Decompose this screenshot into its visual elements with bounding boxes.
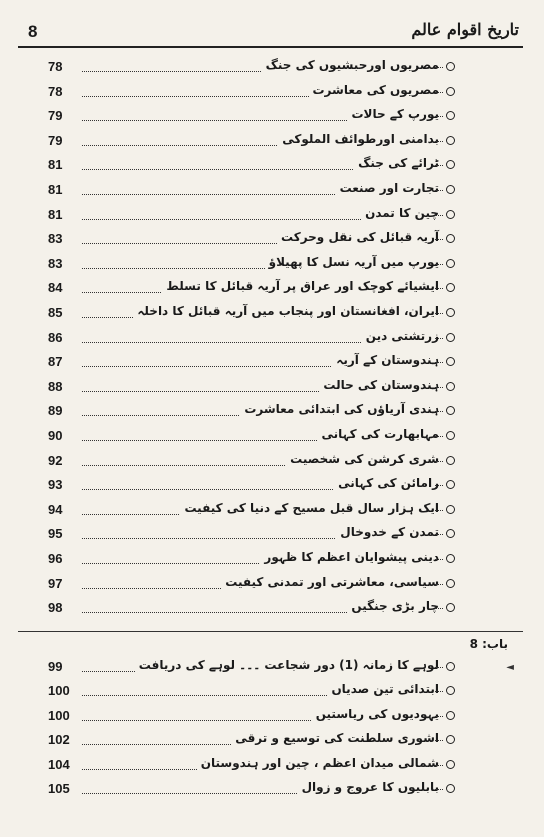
toc-entry (18, 525, 523, 545)
toc-page-number: 93 (48, 477, 63, 493)
circle-bullet-icon (446, 456, 455, 465)
toc-page-number: 100 (48, 683, 70, 699)
toc-entry (18, 58, 523, 78)
circle-bullet-icon (446, 735, 455, 744)
circle-bullet-icon (446, 579, 455, 588)
toc-entry-title: مصریوں کی معاشرت (309, 83, 440, 97)
header-rule (18, 46, 523, 48)
toc-page-number: 105 (48, 781, 70, 796)
page-header (18, 20, 523, 44)
bullet-leader (435, 608, 443, 609)
toc-entry-title: یورپ کے حالات (347, 107, 439, 121)
circle-bullet-icon (446, 431, 455, 440)
toc-entry-title: زرتشتی دین (362, 329, 439, 343)
toc-entry-title: ایشیائے کوچک اور عراق پر آریہ قبائل کا تسلط (162, 279, 439, 293)
chapter-divider (18, 631, 523, 632)
circle-bullet-icon (446, 554, 455, 563)
bullet-leader (435, 534, 443, 535)
bullet-leader (435, 264, 443, 265)
circle-bullet-icon (446, 480, 455, 489)
circle-bullet-icon (446, 259, 455, 268)
circle-bullet-icon (446, 136, 455, 145)
circle-bullet-icon (446, 160, 455, 169)
toc-page-number: 104 (48, 756, 70, 772)
circle-bullet-icon (446, 603, 455, 612)
bullet-leader (435, 716, 443, 717)
circle-bullet-icon (446, 406, 455, 415)
dot-leader (82, 120, 391, 121)
circle-bullet-icon (446, 529, 455, 538)
bullet-leader (435, 288, 443, 289)
toc-page-number: 79 (48, 108, 63, 124)
chapter-heading: باب: 8 (469, 637, 508, 651)
circle-bullet-icon (446, 210, 455, 219)
bullet-leader (435, 559, 443, 560)
circle-bullet-icon (446, 62, 455, 71)
toc-entry (18, 107, 523, 127)
toc-entry (18, 378, 523, 398)
toc-page-number: 94 (48, 501, 63, 517)
toc-page-number: 78 (48, 59, 63, 74)
circle-bullet-icon (446, 283, 455, 292)
toc-page-number: 83 (48, 231, 63, 247)
dot-leader (82, 342, 391, 343)
toc-page-number: 99 (48, 659, 63, 674)
bullet-leader (435, 510, 443, 511)
toc-entry-title: بدامنی اورطوائف الملوکی (278, 132, 439, 146)
toc-page-number: 85 (48, 305, 63, 320)
toc-entry-title: ہندوستان کے آریہ (332, 353, 439, 367)
toc-entry (18, 83, 523, 103)
toc-entry (18, 181, 523, 201)
circle-bullet-icon (446, 308, 455, 317)
toc-entry-title: ہندوستان کی حالت (319, 378, 439, 392)
toc-entry-title: یہودیوں کی ریاستیں (312, 707, 439, 721)
toc-entry-title: ایران، افغانستان اور پنجاب میں آریہ قبائل کا داخلہ (133, 304, 439, 318)
bullet-leader (435, 411, 443, 412)
circle-bullet-icon (446, 357, 455, 366)
toc-entry-title: بابلیوں کا عروج و زوال (298, 780, 439, 794)
toc-entry-title: شری کرشن کی شخصیت (286, 452, 439, 466)
toc-entry-title: تمدن کے خدوخال (336, 525, 439, 539)
toc-page-number: 81 (48, 182, 63, 197)
bullet-leader (435, 165, 443, 166)
circle-bullet-icon (446, 382, 455, 391)
toc-page-number: 83 (48, 255, 63, 271)
toc-entry (18, 550, 523, 570)
circle-bullet-icon (446, 505, 455, 514)
toc-page-number: 95 (48, 526, 63, 542)
toc-entry (18, 780, 523, 800)
toc-entry-title: اشوری سلطنت کی توسیع و ترقی (231, 731, 439, 745)
dot-leader (82, 169, 391, 170)
circle-bullet-icon (446, 760, 455, 769)
toc-entry (18, 353, 523, 373)
circle-bullet-icon (446, 711, 455, 720)
toc-entry (18, 402, 523, 422)
toc-entry (18, 132, 523, 152)
toc-page-number: 86 (48, 329, 63, 345)
toc-page-number: 81 (48, 157, 63, 173)
toc-entry (18, 501, 523, 521)
toc-entry-title: یورپ میں آریہ نسل کا پھیلاؤ (265, 255, 439, 269)
toc-page-number: 81 (48, 206, 63, 222)
toc-entry-title: ابتدائی تین صدیاں (327, 682, 439, 696)
bullet-leader (435, 92, 443, 93)
toc-entry (18, 255, 523, 275)
toc-entry-title: آریہ قبائل کی نقل وحرکت (277, 230, 439, 244)
toc-page-number: 102 (48, 732, 70, 748)
page-number: 8 (28, 22, 38, 41)
bullet-leader (435, 485, 443, 486)
bullet-leader (435, 67, 443, 68)
toc-page-number: 89 (48, 403, 63, 419)
bullet-leader (435, 215, 443, 216)
chapter-arrow-icon: ◄ (506, 662, 514, 673)
bullet-leader (435, 362, 443, 363)
toc-entry-title: لوہے کا زمانہ (1) دور شجاعت ۔۔۔ لوہے کی دریافت (135, 658, 439, 672)
toc-page-number: 78 (48, 83, 63, 99)
toc-entry-title: چار بڑی جنگیں (347, 599, 439, 613)
toc-entry-title: ہندی آریاؤں کی ابتدائی معاشرت (240, 402, 439, 416)
toc-entry (18, 329, 523, 349)
bullet-leader (435, 740, 443, 741)
toc-entry (18, 731, 523, 751)
toc-entry-title: چین کا تمدن (361, 206, 439, 220)
circle-bullet-icon (446, 234, 455, 243)
circle-bullet-icon (446, 185, 455, 194)
toc-entry-title: شمالی میدان اعظم ، چین اور ہندوستان (197, 756, 439, 770)
toc-entry-title: دینی پیشوایان اعظم کا ظہور (260, 550, 439, 564)
circle-bullet-icon (446, 333, 455, 342)
toc-entry-title: ایک ہزار سال قبل مسیح کے دنیا کی کیفیت (180, 501, 439, 515)
toc-page-number: 98 (48, 600, 63, 616)
toc-entry (18, 476, 523, 496)
bullet-leader (435, 387, 443, 388)
toc-page-number: 84 (48, 280, 63, 296)
bullet-leader (435, 667, 443, 668)
toc-page-number: 79 (48, 132, 63, 148)
bullet-leader (435, 789, 443, 790)
toc-entry-title: سیاسی، معاشرتی اور تمدنی کیفیت (221, 575, 439, 589)
toc-entry-title: ٹرائے کی جنگ (354, 156, 439, 170)
toc-entry (18, 682, 523, 702)
toc-entry-title: مصریوں اورحبشیوں کی جنگ (262, 58, 439, 72)
toc-page-number: 97 (48, 575, 63, 591)
bullet-leader (435, 313, 443, 314)
bullet-leader (435, 584, 443, 585)
toc-entry (18, 599, 523, 619)
toc-entry (18, 427, 523, 447)
toc-page-number: 87 (48, 354, 63, 370)
toc-entry-title: تجارت اور صنعت (336, 181, 439, 195)
toc-entry (18, 707, 523, 727)
bullet-leader (435, 691, 443, 692)
toc-entry (18, 756, 523, 776)
bullet-leader (435, 338, 443, 339)
toc-page-number: 96 (48, 551, 63, 566)
circle-bullet-icon (446, 784, 455, 793)
toc-entry-title: مہابھارت کی کہانی (317, 427, 439, 441)
circle-bullet-icon (446, 662, 455, 671)
toc-entry (18, 452, 523, 472)
dot-leader (82, 612, 391, 613)
bullet-leader (435, 190, 443, 191)
toc-entry (18, 279, 523, 299)
circle-bullet-icon (446, 111, 455, 120)
dot-leader (82, 219, 391, 220)
bullet-leader (435, 116, 443, 117)
toc-entry (18, 230, 523, 250)
circle-bullet-icon (446, 686, 455, 695)
bullet-leader (435, 765, 443, 766)
toc-page-number: 88 (48, 378, 63, 394)
toc-entry (18, 575, 523, 595)
bullet-leader (435, 239, 443, 240)
toc-entry (18, 658, 523, 678)
toc-entry (18, 206, 523, 226)
toc-entry (18, 156, 523, 176)
bullet-leader (435, 141, 443, 142)
book-title: تاریخ اقوام عالم (411, 20, 519, 39)
bullet-leader (435, 461, 443, 462)
toc-page-number: 90 (48, 428, 63, 443)
bullet-leader (435, 436, 443, 437)
circle-bullet-icon (446, 87, 455, 96)
toc-page-number: 100 (48, 707, 70, 723)
toc-entry (18, 304, 523, 324)
toc-entry-title: رامائن کی کہانی (334, 476, 439, 490)
toc-page-number: 92 (48, 452, 63, 468)
